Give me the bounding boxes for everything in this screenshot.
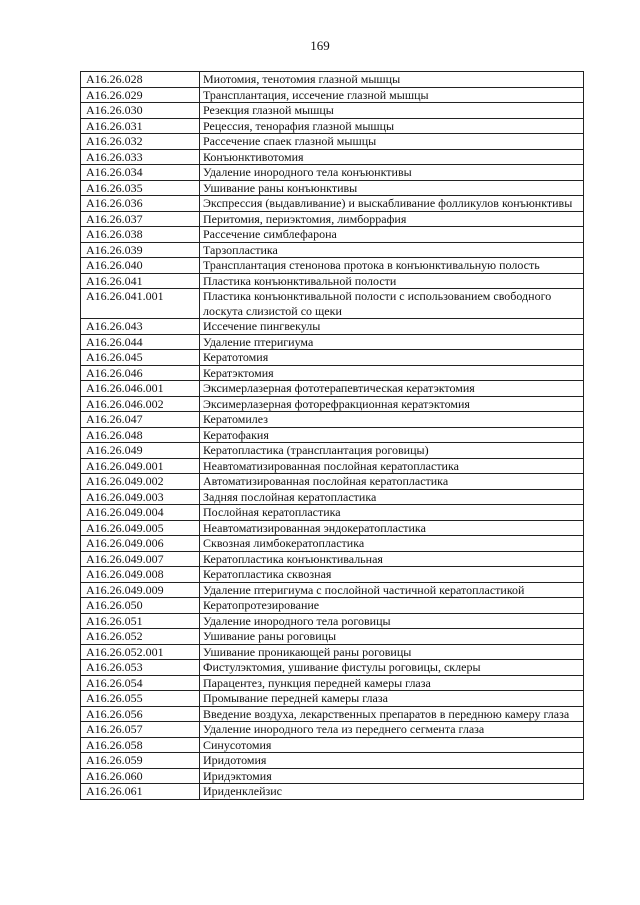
table-row — [81, 536, 584, 552]
table-row — [81, 149, 584, 165]
procedure-name: Удаление птеригиума — [200, 334, 584, 350]
procedure-name: Сквозная лимбокератопластика — [200, 536, 584, 552]
procedure-code: A16.26.059 — [81, 753, 200, 769]
procedure-codes-table — [80, 71, 584, 800]
procedure-code: A16.26.049.004 — [81, 505, 200, 521]
procedure-code: A16.26.055 — [81, 691, 200, 707]
procedure-name: Ириденклейзис — [200, 784, 584, 800]
procedure-codes-body — [81, 72, 584, 800]
procedure-code: A16.26.035 — [81, 180, 200, 196]
procedure-code: A16.26.031 — [81, 118, 200, 134]
procedure-code: A16.26.039 — [81, 242, 200, 258]
table-row — [81, 396, 584, 412]
procedure-code: A16.26.049 — [81, 443, 200, 459]
procedure-code: A16.26.048 — [81, 427, 200, 443]
table-row — [81, 87, 584, 103]
procedure-code: A16.26.032 — [81, 134, 200, 150]
procedure-code: A16.26.052.001 — [81, 644, 200, 660]
page-number: 169 — [310, 38, 330, 53]
table-row — [81, 551, 584, 567]
procedure-code: A16.26.040 — [81, 258, 200, 274]
table-row — [81, 489, 584, 505]
table-row — [81, 443, 584, 459]
procedure-name: Удаление инородного тела роговицы — [200, 613, 584, 629]
procedure-name: Пластика конъюнктивальной полости — [200, 273, 584, 289]
procedure-name: Рассечение симблефарона — [200, 227, 584, 243]
procedure-name: Экспрессия (выдавливание) и выскабливание фолликулов конъюнктивы — [200, 196, 584, 212]
procedure-name: Кератофакия — [200, 427, 584, 443]
procedure-name: Задняя послойная кератопластика — [200, 489, 584, 505]
procedure-code: A16.26.037 — [81, 211, 200, 227]
table-row — [81, 103, 584, 119]
procedure-code: A16.26.061 — [81, 784, 200, 800]
procedure-code: A16.26.038 — [81, 227, 200, 243]
procedure-name: Пластика конъюнктивальной полости с использованием свободного лоскута слизистой со щеки — [200, 289, 584, 319]
table-row — [81, 629, 584, 645]
procedure-code: A16.26.049.009 — [81, 582, 200, 598]
table-row — [81, 458, 584, 474]
table-row — [81, 72, 584, 88]
procedure-code: A16.26.049.001 — [81, 458, 200, 474]
table-row — [81, 289, 584, 319]
table-row — [81, 753, 584, 769]
procedure-name: Синусотомия — [200, 737, 584, 753]
table-row — [81, 737, 584, 753]
table-row — [81, 211, 584, 227]
procedure-code: A16.26.056 — [81, 706, 200, 722]
procedure-name: Ушивание раны роговицы — [200, 629, 584, 645]
procedure-code: A16.26.049.003 — [81, 489, 200, 505]
procedure-name: Удаление инородного тела из переднего сегмента глаза — [200, 722, 584, 738]
table-row — [81, 474, 584, 490]
table-row — [81, 784, 584, 800]
procedure-name: Перитомия, периэктомия, лимборрафия — [200, 211, 584, 227]
procedure-name: Ушивание раны конъюнктивы — [200, 180, 584, 196]
procedure-name: Введение воздуха, лекарственных препаратов в переднюю камеру глаза — [200, 706, 584, 722]
procedure-code: A16.26.049.006 — [81, 536, 200, 552]
table-row — [81, 180, 584, 196]
procedure-name: Иссечение пингвекулы — [200, 319, 584, 335]
procedure-name: Парацентез, пункция передней камеры глаза — [200, 675, 584, 691]
procedure-name: Трансплантация стенонова протока в конъюнктивальную полость — [200, 258, 584, 274]
procedure-name: Неавтоматизированная послойная кератопластика — [200, 458, 584, 474]
table-row — [81, 381, 584, 397]
table-row — [81, 644, 584, 660]
procedure-name: Кератопластика сквозная — [200, 567, 584, 583]
table-row — [81, 365, 584, 381]
procedure-code: A16.26.051 — [81, 613, 200, 629]
table-row — [81, 427, 584, 443]
procedure-code: A16.26.053 — [81, 660, 200, 676]
procedure-name: Эксимерлазерная фототерапевтическая кератэктомия — [200, 381, 584, 397]
procedure-code: A16.26.046.001 — [81, 381, 200, 397]
table-row — [81, 660, 584, 676]
procedure-name: Резекция глазной мышцы — [200, 103, 584, 119]
procedure-name: Кератэктомия — [200, 365, 584, 381]
procedure-code: A16.26.047 — [81, 412, 200, 428]
table-row — [81, 227, 584, 243]
procedure-code: A16.26.029 — [81, 87, 200, 103]
procedure-code: A16.26.030 — [81, 103, 200, 119]
table-row — [81, 258, 584, 274]
procedure-name: Ушивание проникающей раны роговицы — [200, 644, 584, 660]
procedure-code: A16.26.041.001 — [81, 289, 200, 319]
procedure-code: A16.26.054 — [81, 675, 200, 691]
procedure-name: Послойная кератопластика — [200, 505, 584, 521]
procedure-code: A16.26.060 — [81, 768, 200, 784]
table-row — [81, 165, 584, 181]
table-row — [81, 505, 584, 521]
procedure-code: A16.26.049.005 — [81, 520, 200, 536]
procedure-name: Конъюнктивотомия — [200, 149, 584, 165]
table-row — [81, 319, 584, 335]
procedure-name: Кератомилез — [200, 412, 584, 428]
table-row — [81, 598, 584, 614]
table-row — [81, 520, 584, 536]
table-row — [81, 582, 584, 598]
procedure-name: Миотомия, тенотомия глазной мышцы — [200, 72, 584, 88]
procedure-code: A16.26.036 — [81, 196, 200, 212]
procedure-name: Иридэктомия — [200, 768, 584, 784]
procedure-code: A16.26.034 — [81, 165, 200, 181]
procedure-name: Промывание передней камеры глаза — [200, 691, 584, 707]
procedure-name: Кератопластика (трансплантация роговицы) — [200, 443, 584, 459]
procedure-name: Рассечение спаек глазной мышцы — [200, 134, 584, 150]
procedure-name: Кератопластика конъюнктивальная — [200, 551, 584, 567]
procedure-name: Фистулэктомия, ушивание фистулы роговицы, склеры — [200, 660, 584, 676]
procedure-name: Автоматизированная послойная кератопластика — [200, 474, 584, 490]
procedure-code: A16.26.057 — [81, 722, 200, 738]
procedure-name: Иридотомия — [200, 753, 584, 769]
procedure-code: A16.26.049.007 — [81, 551, 200, 567]
table-row — [81, 273, 584, 289]
procedure-name: Удаление инородного тела конъюнктивы — [200, 165, 584, 181]
table-row — [81, 118, 584, 134]
procedure-code: A16.26.041 — [81, 273, 200, 289]
table-row — [81, 350, 584, 366]
table-row — [81, 613, 584, 629]
procedure-code: A16.26.049.008 — [81, 567, 200, 583]
procedure-code: A16.26.044 — [81, 334, 200, 350]
table-row — [81, 706, 584, 722]
procedure-name: Кератотомия — [200, 350, 584, 366]
procedure-code: A16.26.050 — [81, 598, 200, 614]
procedure-name: Трансплантация, иссечение глазной мышцы — [200, 87, 584, 103]
procedure-code: A16.26.045 — [81, 350, 200, 366]
procedure-code: A16.26.028 — [81, 72, 200, 88]
procedure-code: A16.26.043 — [81, 319, 200, 335]
table-row — [81, 675, 584, 691]
table-row — [81, 768, 584, 784]
table-row — [81, 334, 584, 350]
table-row — [81, 567, 584, 583]
procedure-name: Тарзопластика — [200, 242, 584, 258]
table-row — [81, 691, 584, 707]
procedure-name: Неавтоматизированная эндокератопластика — [200, 520, 584, 536]
table-row — [81, 196, 584, 212]
procedure-name: Кератопротезирование — [200, 598, 584, 614]
table-row — [81, 134, 584, 150]
table-row — [81, 722, 584, 738]
procedure-name: Рецессия, тенорафия глазной мышцы — [200, 118, 584, 134]
table-row — [81, 242, 584, 258]
procedure-code: A16.26.046 — [81, 365, 200, 381]
procedure-code: A16.26.058 — [81, 737, 200, 753]
procedure-code: A16.26.033 — [81, 149, 200, 165]
procedure-code: A16.26.046.002 — [81, 396, 200, 412]
procedure-code: A16.26.049.002 — [81, 474, 200, 490]
procedure-name: Эксимерлазерная фоторефракционная кератэктомия — [200, 396, 584, 412]
procedure-name: Удаление птеригиума с послойной частичной кератопластикой — [200, 582, 584, 598]
table-row — [81, 412, 584, 428]
procedure-code: A16.26.052 — [81, 629, 200, 645]
